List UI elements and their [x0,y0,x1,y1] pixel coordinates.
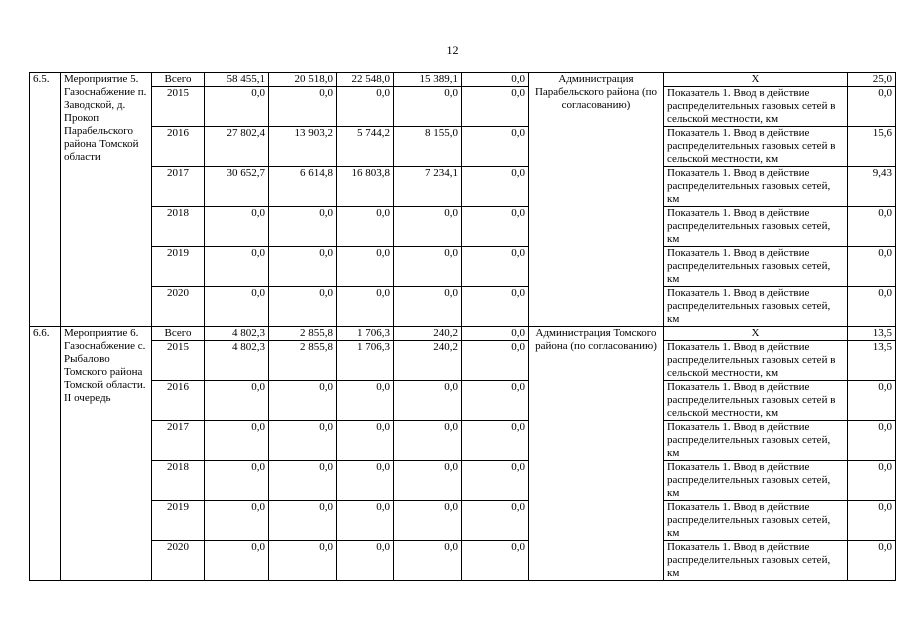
federal-cell: 0,0 [269,421,337,461]
table-row [30,461,896,501]
local-cell: 0,0 [394,287,462,327]
indicator-cell: Показатель 1. Ввод в действие распределительных газовых сетей, км [664,207,848,247]
section-title: Мероприятие 5. Газоснабжение п. Заводской, д. Прокоп Парабельского района Томской области [61,73,152,327]
regional-cell: 1 706,3 [337,327,394,341]
table-row [30,327,896,341]
year-cell: 2018 [152,207,205,247]
table-row [30,207,896,247]
year-cell: 2016 [152,381,205,421]
regional-cell: 0,0 [337,461,394,501]
table-row [30,501,896,541]
total-cell: 30 652,7 [205,167,269,207]
year-cell: 2019 [152,247,205,287]
federal-cell: 0,0 [269,381,337,421]
federal-cell: 0,0 [269,287,337,327]
federal-cell: 6 614,8 [269,167,337,207]
regional-cell: 1 706,3 [337,341,394,381]
federal-cell: 0,0 [269,501,337,541]
local-cell: 0,0 [394,541,462,581]
extra-budget-cell: 0,0 [462,327,529,341]
local-cell: 0,0 [394,87,462,127]
extra-budget-cell: 0,0 [462,247,529,287]
section-title: Мероприятие 6. Газоснабжение с. Рыбалово Томского района Томской области. II очередь [61,327,152,581]
table-row [30,341,896,381]
local-cell: 7 234,1 [394,167,462,207]
extra-budget-cell: 0,0 [462,127,529,167]
table-row [30,381,896,421]
executor-cell: Администрация Парабельского района (по согласованию) [529,73,664,327]
indicator-value-cell: 0,0 [848,287,896,327]
indicator-value-cell: 0,0 [848,541,896,581]
federal-cell: 13 903,2 [269,127,337,167]
table-row [30,541,896,581]
local-cell: 15 389,1 [394,73,462,87]
indicator-cell: Показатель 1. Ввод в действие распределительных газовых сетей, км [664,247,848,287]
indicator-cell: Показатель 1. Ввод в действие распределительных газовых сетей, км [664,421,848,461]
total-cell: 0,0 [205,87,269,127]
indicator-cell: Показатель 1. Ввод в действие распределительных газовых сетей в сельской местности, км [664,341,848,381]
local-cell: 240,2 [394,327,462,341]
total-cell: 0,0 [205,461,269,501]
total-cell: 0,0 [205,421,269,461]
total-cell: 0,0 [205,501,269,541]
local-cell: 0,0 [394,501,462,541]
year-cell: 2017 [152,421,205,461]
year-cell: Всего [152,73,205,87]
indicator-value-cell: 0,0 [848,247,896,287]
regional-cell: 22 548,0 [337,73,394,87]
year-cell: Всего [152,327,205,341]
extra-budget-cell: 0,0 [462,167,529,207]
indicator-cell: Показатель 1. Ввод в действие распределительных газовых сетей, км [664,501,848,541]
indicator-value-cell: 0,0 [848,421,896,461]
indicator-value-cell: 0,0 [848,501,896,541]
year-cell: 2020 [152,287,205,327]
indicator-value-cell: 13,5 [848,327,896,341]
regional-cell: 0,0 [337,501,394,541]
table-row [30,127,896,167]
indicator-cell: Показатель 1. Ввод в действие распределительных газовых сетей в сельской местности, км [664,127,848,167]
extra-budget-cell: 0,0 [462,73,529,87]
regional-cell: 0,0 [337,287,394,327]
indicator-value-cell: 0,0 [848,87,896,127]
table-row [30,87,896,127]
total-cell: 0,0 [205,207,269,247]
page-number: 12 [446,43,459,57]
total-cell: 4 802,3 [205,327,269,341]
year-cell: 2020 [152,541,205,581]
indicator-value-cell: 0,0 [848,207,896,247]
table-row [30,247,896,287]
extra-budget-cell: 0,0 [462,421,529,461]
local-cell: 0,0 [394,381,462,421]
total-cell: 4 802,3 [205,341,269,381]
extra-budget-cell: 0,0 [462,287,529,327]
total-cell: 0,0 [205,541,269,581]
total-cell: 0,0 [205,247,269,287]
local-cell: 240,2 [394,341,462,381]
indicator-cell: Показатель 1. Ввод в действие распределительных газовых сетей в сельской местности, км [664,87,848,127]
local-cell: 0,0 [394,421,462,461]
indicator-cell: Показатель 1. Ввод в действие распределительных газовых сетей в сельской местности, км [664,381,848,421]
federal-cell: 2 855,8 [269,341,337,381]
indicator-value-cell: 9,43 [848,167,896,207]
federal-cell: 20 518,0 [269,73,337,87]
federal-cell: 0,0 [269,247,337,287]
federal-cell: 0,0 [269,87,337,127]
federal-cell: 0,0 [269,541,337,581]
year-cell: 2015 [152,87,205,127]
federal-cell: 2 855,8 [269,327,337,341]
year-cell: 2018 [152,461,205,501]
local-cell: 8 155,0 [394,127,462,167]
regional-cell: 0,0 [337,421,394,461]
year-cell: 2019 [152,501,205,541]
table-row [30,167,896,207]
federal-cell: 0,0 [269,461,337,501]
extra-budget-cell: 0,0 [462,207,529,247]
extra-budget-cell: 0,0 [462,341,529,381]
regional-cell: 16 803,8 [337,167,394,207]
indicator-value-cell: 0,0 [848,461,896,501]
section-number: 6.6. [30,327,61,581]
total-cell: 58 455,1 [205,73,269,87]
indicator-cell: Показатель 1. Ввод в действие распределительных газовых сетей, км [664,541,848,581]
extra-budget-cell: 0,0 [462,87,529,127]
local-cell: 0,0 [394,461,462,501]
federal-cell: 0,0 [269,207,337,247]
year-cell: 2017 [152,167,205,207]
local-cell: 0,0 [394,207,462,247]
table-row [30,421,896,461]
indicator-value-cell: 15,6 [848,127,896,167]
indicator-cell: Показатель 1. Ввод в действие распределительных газовых сетей, км [664,461,848,501]
total-cell: 27 802,4 [205,127,269,167]
indicator-cell: Показатель 1. Ввод в действие распределительных газовых сетей, км [664,287,848,327]
extra-budget-cell: 0,0 [462,501,529,541]
regional-cell: 5 744,2 [337,127,394,167]
regional-cell: 0,0 [337,381,394,421]
extra-budget-cell: 0,0 [462,541,529,581]
regional-cell: 0,0 [337,247,394,287]
indicator-value-cell: 0,0 [848,381,896,421]
year-cell: 2015 [152,341,205,381]
table-row [30,287,896,327]
section-number: 6.5. [30,73,61,327]
regional-cell: 0,0 [337,541,394,581]
indicator-cell: Показатель 1. Ввод в действие распределительных газовых сетей, км [664,167,848,207]
extra-budget-cell: 0,0 [462,381,529,421]
indicator-value-cell: 13,5 [848,341,896,381]
indicator-value-cell: 25,0 [848,73,896,87]
regional-cell: 0,0 [337,87,394,127]
local-cell: 0,0 [394,247,462,287]
program-table [29,72,896,581]
indicator-cell: Х [664,73,848,87]
indicator-cell: Х [664,327,848,341]
extra-budget-cell: 0,0 [462,461,529,501]
total-cell: 0,0 [205,287,269,327]
table-row [30,73,896,87]
total-cell: 0,0 [205,381,269,421]
executor-cell: Администрация Томского района (по согласованию) [529,327,664,581]
year-cell: 2016 [152,127,205,167]
regional-cell: 0,0 [337,207,394,247]
